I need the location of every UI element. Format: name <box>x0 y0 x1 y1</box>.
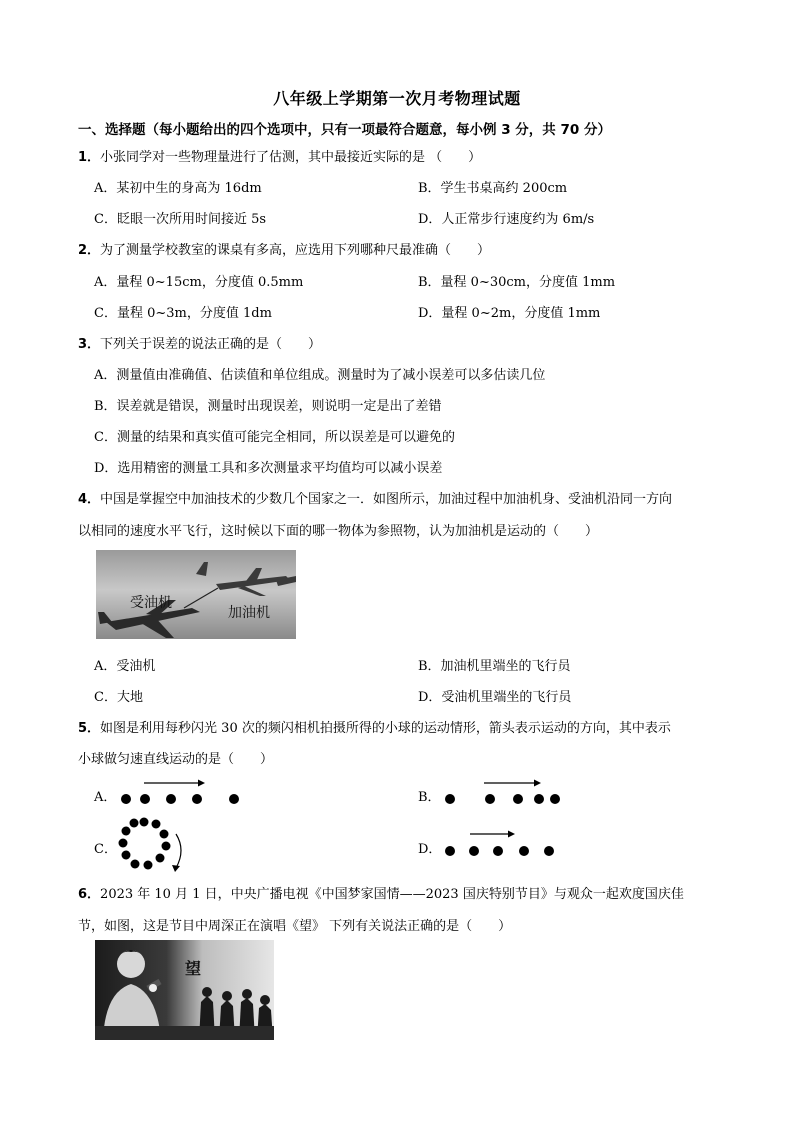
aircraft-icon <box>96 550 296 639</box>
singer-image <box>95 940 274 1040</box>
q2-option-c: C．量程 0~3m，分度值 1dm <box>94 306 272 321</box>
section-heading: 一、选择题（每小题给出的四个选项中，只有一项最符合题意，每小例 3 分，共 70 分） <box>78 122 611 138</box>
tanker-label: 加油机 <box>228 605 270 621</box>
q1-option-c: C．眨眼一次所用时间接近 5s <box>94 212 267 227</box>
q5-option-c-diagram <box>112 812 192 876</box>
question-4 <box>78 488 672 507</box>
question-number: 2． <box>78 243 101 258</box>
q4-option-a: A．受油机 <box>94 659 156 674</box>
question-number: 3． <box>78 337 101 352</box>
q1-option-a: A．某初中生的身高为 16dm <box>94 181 262 196</box>
q2-option-d: D．量程 0~2m，分度值 1mm <box>418 306 601 321</box>
q3-option-d: D．选用精密的测量工具和多次测量求平均值均可以减小误差 <box>94 461 443 476</box>
q5-option-b-diagram <box>440 776 570 810</box>
question-text: 为了测量学校教室的课桌有多高，应选用下列哪种尺最准确（ ） <box>100 243 491 258</box>
question-5-continued: 小球做匀速直线运动的是（ ） <box>78 752 274 767</box>
q5-option-a: A． <box>94 790 117 805</box>
question-text: 小张同学对一些物理量进行了估测，其中最接近实际的是 （ ） <box>100 150 482 165</box>
question-text: 如图是利用每秒闪光 30 次的频闪相机拍摄所得的小球的运动情形，箭头表示运动的方向，其中表示 <box>100 721 671 736</box>
q3-option-c: C．测量的结果和真实值可能完全相同，所以误差是可以避免的 <box>94 430 455 445</box>
q5-option-c: C． <box>94 842 117 857</box>
question-4-continued: 以相同的速度水平飞行，这时候以下面的哪一物体为参照物，认为加油机是运动的（ ） <box>78 524 599 539</box>
q5-option-b: B． <box>418 790 441 805</box>
song-title-label: 望 <box>185 959 202 978</box>
q5-option-a-diagram <box>118 776 248 810</box>
singer-silhouette-icon <box>95 940 274 1040</box>
q3-option-a: A．测量值由准确值、估读值和单位组成。测量时为了减小误差可以多估读几位 <box>94 368 546 383</box>
q2-option-b: B．量程 0~30cm，分度值 1mm <box>418 275 616 290</box>
q3-option-b: B．误差就是错误，测量时出现误差，则说明一定是出了差错 <box>94 399 442 414</box>
question-number: 4． <box>78 492 101 507</box>
q2-option-a: A．量程 0~15cm，分度值 0.5mm <box>94 275 304 290</box>
page-title: 八年级上学期第一次月考物理试题 <box>273 89 521 108</box>
question-number: 5． <box>78 721 101 736</box>
question-1 <box>78 146 481 165</box>
q1-option-d: D．人正常步行速度约为 6m/s <box>418 212 595 227</box>
q1-option-b: B．学生书桌高约 200cm <box>418 181 568 196</box>
question-number: 6． <box>78 887 101 902</box>
question-6 <box>78 883 684 902</box>
refueling-aircraft-image <box>96 550 296 639</box>
q4-option-d: D．受油机里端坐的飞行员 <box>418 690 572 705</box>
receiver-label: 受油机 <box>130 595 172 611</box>
question-6-continued: 节，如图，这是节目中周深正在演唱《望》 下列有关说法正确的是（ ） <box>78 919 512 934</box>
question-text: 下列关于误差的说法正确的是（ ） <box>100 337 322 352</box>
question-5 <box>78 717 671 736</box>
q5-option-d-diagram <box>440 827 570 861</box>
question-text: 2023 年 10 月 1 日，中央广播电视《中国梦家国情——2023 国庆特别节目》与观众一起欢度国庆佳 <box>100 887 684 902</box>
question-number: 1． <box>78 150 101 165</box>
q4-option-c: C．大地 <box>94 690 143 705</box>
q5-option-d: D． <box>418 842 442 857</box>
question-text: 中国是掌握空中加油技术的少数几个国家之一．如图所示，加油过程中加油机身、受油机沿同一方向 <box>100 492 673 507</box>
question-3 <box>78 333 321 352</box>
question-2 <box>78 239 490 258</box>
q4-option-b: B．加油机里端坐的飞行员 <box>418 659 571 674</box>
